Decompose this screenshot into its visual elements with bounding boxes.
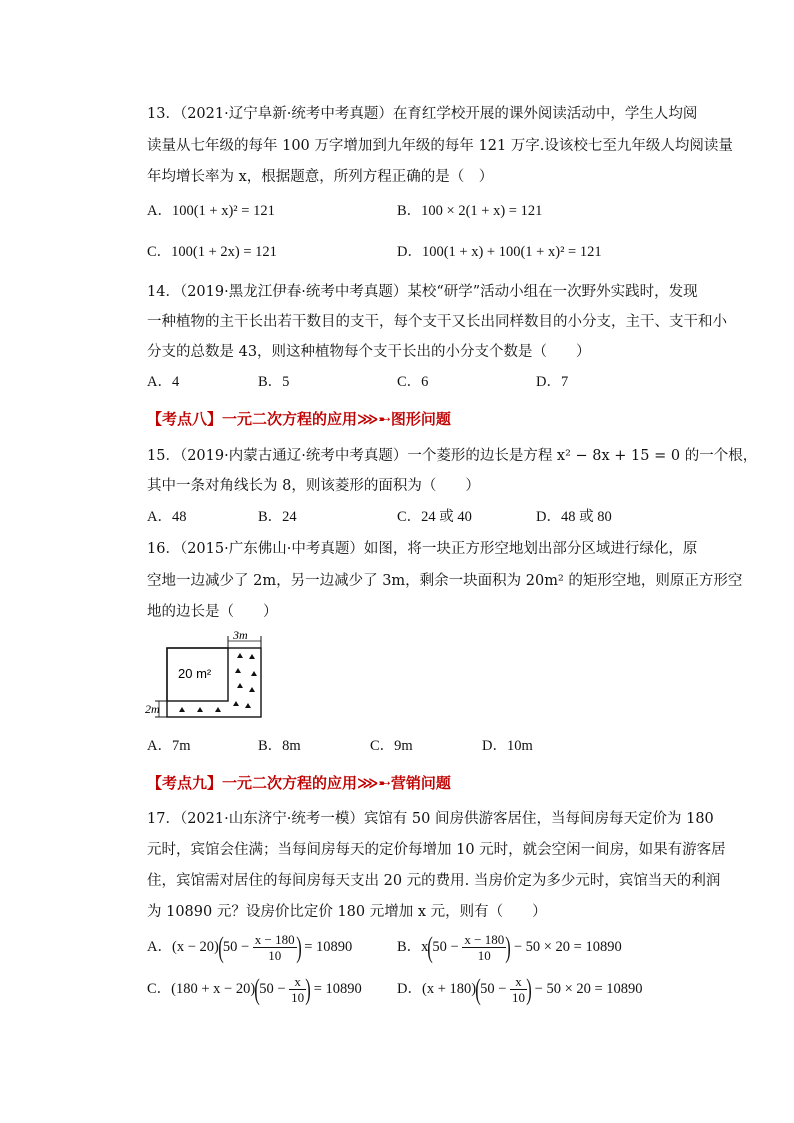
q15-option-d[interactable]: D．48 或 80 [536,509,612,525]
q15-option-a[interactable]: A．48 [147,509,187,525]
q14-line-1: 14．（2019·黑龙江伊春·统考中考真题）某校“研学”活动小组在一次野外实践时，发现 [147,284,698,300]
figure-label-2m: 2m [145,702,160,716]
q16-option-a[interactable]: A．7m [147,738,191,754]
q14-option-d[interactable]: D．7 [536,374,569,390]
q16-line-2: 空地一边减少了 2m，另一边减少了 3m，剩余一块面积为 20m² 的矩形空地，则原正方形空 [147,573,743,589]
q17-line-1: 17．（2021·山东济宁·统考一模）宾馆有 50 间房供游客居住，当每间房每天定价为 180 [147,811,714,827]
q14-option-a[interactable]: A．4 [147,374,180,390]
q17-line-3: 住，宾馆需对居住的每间房每天支出 20 元的费用. 当房价定为多少元时，宾馆当天的利润 [147,873,721,889]
q15-line-1: 15．（2019·内蒙古通辽·统考中考真题）一个菱形的边长是方程 x² − 8x + 15 = 0 的一个根， [147,448,758,464]
figure-area-label: 20 m² [178,666,212,681]
q16-line-3: 地的边长是（ ） [147,604,278,620]
q14-line-2: 一种植物的主干长出若干数目的支干，每个支干又长出同样数目的小分支，主干、支干和小 [147,314,727,330]
section-heading-9: 【考点九】一元二次方程的应用⋙➸营销问题 [147,774,451,792]
q17-line-4: 为 10890 元？设房价比定价 180 元增加 x 元，则有（ ） [147,904,547,920]
q13-option-d[interactable]: D．100(1 + x) + 100(1 + x)² = 121 [397,244,602,260]
q15-line-2: 其中一条对角线长为 8，则该菱形的面积为（ ） [147,478,480,494]
q13-option-b[interactable]: B．100 × 2(1 + x) = 121 [397,203,543,219]
q17-option-c[interactable]: C．(180 + x − 20)(50 − $\frac{x}{10}$ ) = 10890 [147,972,362,1006]
q16-option-b[interactable]: B．8m [258,738,301,754]
q15-option-b[interactable]: B．24 [258,509,297,525]
q13-option-c[interactable]: C．100(1 + 2x) = 121 [147,244,277,260]
section-heading-8: 【考点八】一元二次方程的应用⋙➸图形问题 [147,410,451,428]
q14-option-c[interactable]: C．6 [397,374,429,390]
q17-option-b[interactable]: B．x(50 − $\frac{x - 180}{10}$ ) − 50 × 20 = 10890 [397,930,622,964]
q13-line-3: 年均增长率为 x，根据题意，所列方程正确的是（ ） [147,169,494,185]
q13-line-1: 13．（2021·辽宁阜新·统考中考真题）在育红学校开展的课外阅读活动中，学生人均阅 [147,106,698,122]
q17-line-2: 元时，宾馆会住满；当每间房每天的定价每增加 10 元时，就会空闲一间房，如果有游客居 [147,842,726,858]
q16-option-d[interactable]: D．10m [482,738,533,754]
figure-label-3m: 3m [233,628,248,642]
q13-option-a[interactable]: A．100(1 + x)² = 121 [147,203,275,219]
q16-option-c[interactable]: C．9m [370,738,413,754]
q13-line-2: 读量从七年级的每年 100 万字增加到九年级的每年 121 万字.设该校七至九年级人均阅读量 [147,138,733,154]
tree-icons [179,653,257,712]
q15-option-c[interactable]: C．24 或 40 [397,509,472,525]
q17-option-a[interactable]: A．(x − 20)(50 − $\frac{x - 180}{10}$ ) = 10890 [147,930,353,964]
square-land-figure [145,628,275,727]
q14-line-3: 分支的总数是 43，则这种植物每个支干长出的小分支个数是（ ） [147,344,591,360]
q17-option-d[interactable]: D．(x + 180)(50 − $\frac{x}{10}$ ) − 50 × 20 = 10890 [397,972,643,1006]
q14-option-b[interactable]: B．5 [258,374,290,390]
q16-line-1: 16．（2015·广东佛山·中考真题）如图，将一块正方形空地划出部分区域进行绿化，原 [147,541,698,557]
